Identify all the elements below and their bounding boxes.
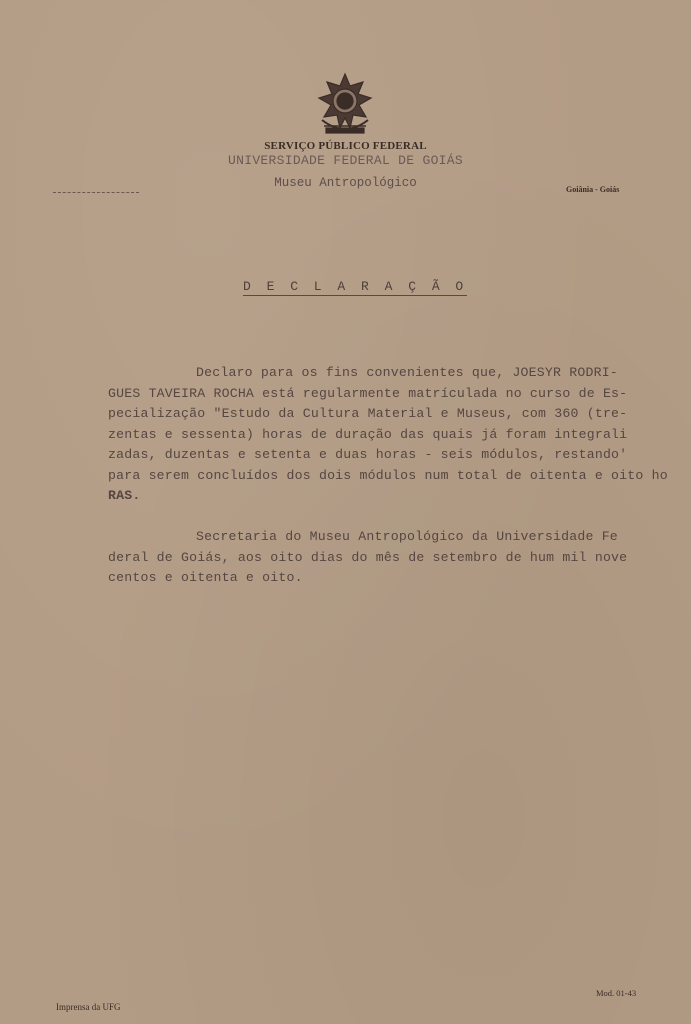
body-line: para serem concluídos dos dois módulos num total de oitenta e oito ho <box>108 467 668 483</box>
university-name: UNIVERSIDADE FEDERAL DE GOIÁS <box>228 153 463 168</box>
body-line: zentas e sessenta) horas de duração das quais já foram integrali <box>108 426 628 442</box>
city-label: Goiânia - Goiás <box>566 185 620 194</box>
coat-of-arms-seal-icon <box>314 72 376 138</box>
body-line: Secretaria do Museu Antropológico da Universidade Fe <box>196 529 618 544</box>
body-line: zadas, duzentas e setenta e duas horas - seis módulos, restando' <box>108 447 628 462</box>
body-line: Declaro para os fins convenientes que, JOESYR RODRI- <box>196 365 618 380</box>
body-line: centos e oitenta e oito. <box>108 570 303 585</box>
department-name: Museu Antropológico <box>274 176 417 190</box>
printer-credit: Imprensa da UFG <box>56 1002 121 1012</box>
reference-line <box>53 192 139 193</box>
body-line: deral de Goiás, aos oito dias do mês de setembro de hum mil nove <box>108 549 628 565</box>
body-line: pecialização "Estudo da Cultura Material e Museus, com 360 (tre- <box>108 406 628 421</box>
paragraph-place-date <box>108 527 630 589</box>
document-title: D E C L A R A Ç Ã O <box>243 279 468 294</box>
form-code: Mod. 01-43 <box>596 988 637 998</box>
paragraph-declaration <box>108 363 668 507</box>
body-line: RAS. <box>108 488 141 503</box>
body-line: GUES TAVEIRA ROCHA está regularmente matrículada no curso de Es- <box>108 385 628 401</box>
service-heading: SERVIÇO PÚBLICO FEDERAL <box>264 140 427 152</box>
